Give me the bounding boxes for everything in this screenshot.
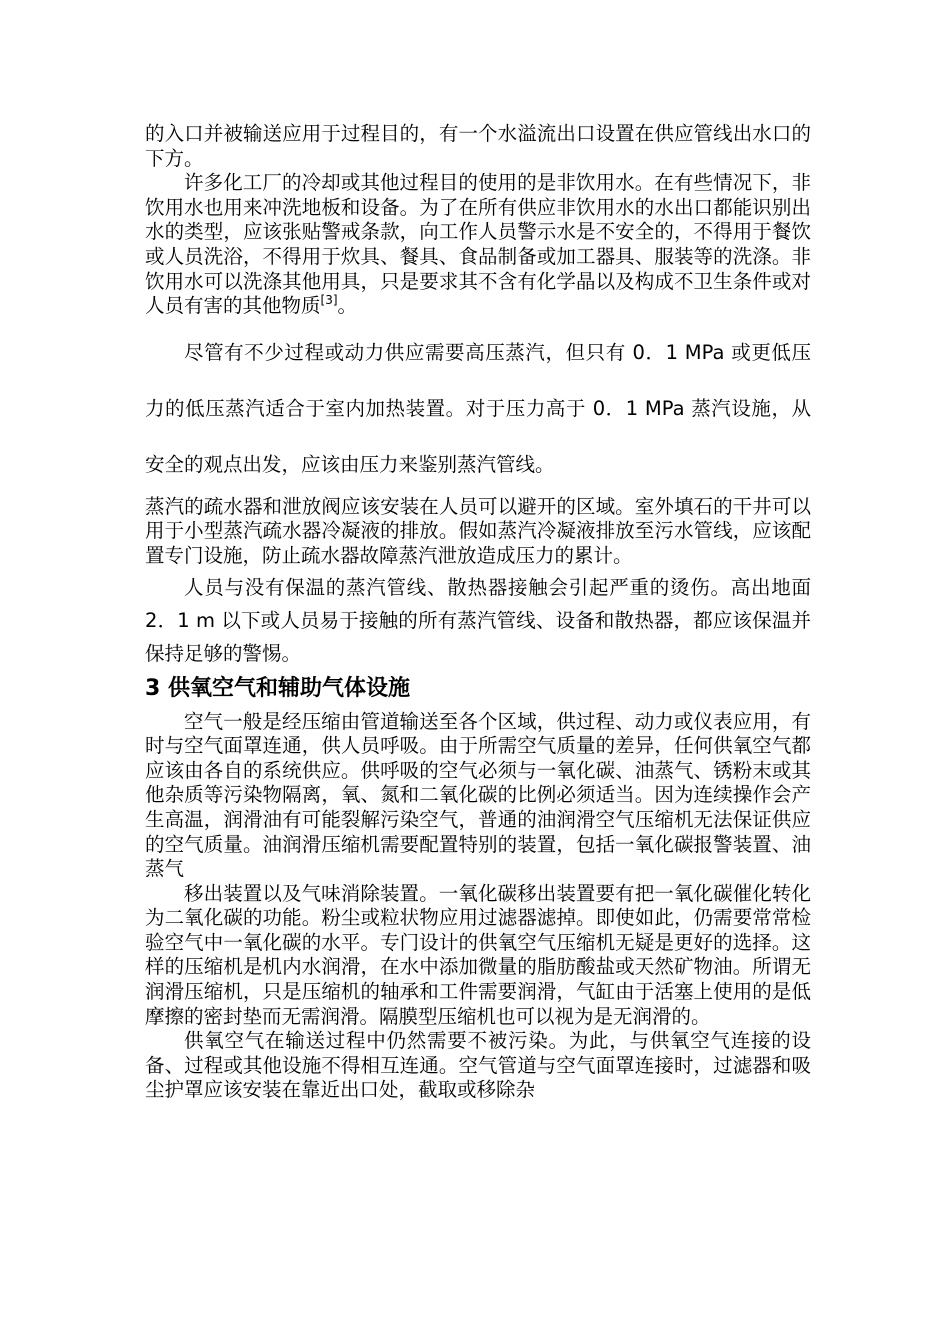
paragraph-non-potable-water-text: 许多化工厂的冷却或其他过程目的使用的是非饮用水。在有些情况下，非饮用水也用来冲洗地板和设备。为了在所有供应非饮用水的水出口都能识别出水的类型，应该张贴警戒条款，向工作人员警示水是不安全的，不得用于餐饮或人员洗浴，不得用于炊具、餐具、食品制备或加工器具、服装等的洗涤。非饮用水可以洗涤其他用具，只是要求其不含有化学晶以及构成不卫生条件或对人员有害的其他物质 [145,171,811,318]
document-page [145,122,811,1103]
paragraph-steam-pressure: 尽管有不少过程或动力供应需要高压蒸汽，但只有 0．1 MPa 或更低压力的低压蒸汽适合于室内加热装置。对于压力高于 0．1 MPa 蒸汽设施，从安全的观点出发，应该由压力来鉴别蒸汽管线。 [145,340,811,476]
section-heading: 3 供氧空气和辅助气体设施 [145,675,410,701]
paragraph-steam-traps: 蒸汽的疏水器和泄放阀应该安装在人员可以避开的区域。室外填石的干井可以用于小型蒸汽疏水器冷凝液的排放。假如蒸汽冷凝液排放至污水管线，应该配置专门设施，防止疏水器故障蒸汽泄放造成压力的累计。 [145,494,811,567]
paragraph-non-potable-water [145,171,811,319]
paragraph-non-potable-water-end: 。 [337,294,358,318]
paragraph-air-contamination: 供氧空气在输送过程中仍然需要不被污染。为此，与供氧空气连接的设备、过程或其他设施不得相互连通。空气管道与空气面罩连接时，过滤器和吸尘护罩应该安装在靠近出口处，截取或移除杂 [145,1029,811,1102]
paragraph-supply-air: 空气一般是经压缩由管道输送至各个区域，供过程、动力或仪表应用，有时与空气面罩连通，供人员呼吸。由于所需空气质量的差异，任何供氧空气都应该由各自的系统供应。供呼吸的空气必须与一氧化碳、油蒸气、锈粉末或其他杂质等污染物隔离，氧、氮和二氧化碳的比例必须适当。因为连续操作会产生高温，润滑油有可能裂解污染空气，普通的油润滑空气压缩机无法保证供应的空气质量。油润滑压缩机需要配置特别的装置，包括一氧化碳报警装置、油蒸气 [145,709,811,881]
reference-marker: [3] [320,293,338,308]
paragraph-removal-devices: 移出装置以及气味消除装置。一氧化碳移出装置要有把一氧化碳催化转化为二氧化碳的功能。粉尘或粒状物应用过滤器滤掉。即使如此，仍需要常常检验空气中一氧化碳的水平。专门设计的供氧空气压缩机无疑是更好的选择。这样的压缩机是机内水润滑，在水中添加微量的脂肪酸盐或天然矿物油。所谓无润滑压缩机，只是压缩机的轴承和工件需要润滑，气缸由于活塞上使用的是低摩擦的密封垫而无需润滑。隔膜型压缩机也可以视为是无润滑的。 [145,881,811,1028]
paragraph-water-overflow: 的入口并被输送应用于过程目的，有一个水溢流出口设置在供应管线出水口的下方。 [145,122,811,170]
paragraph-steam-burns: 人员与没有保温的蒸汽管线、散热器接触会引起严重的烫伤。高出地面 2．1 m 以下或人员易于接触的所有蒸汽管线、设备和散热器，都应该保温并保持足够的警惕。 [145,575,811,665]
